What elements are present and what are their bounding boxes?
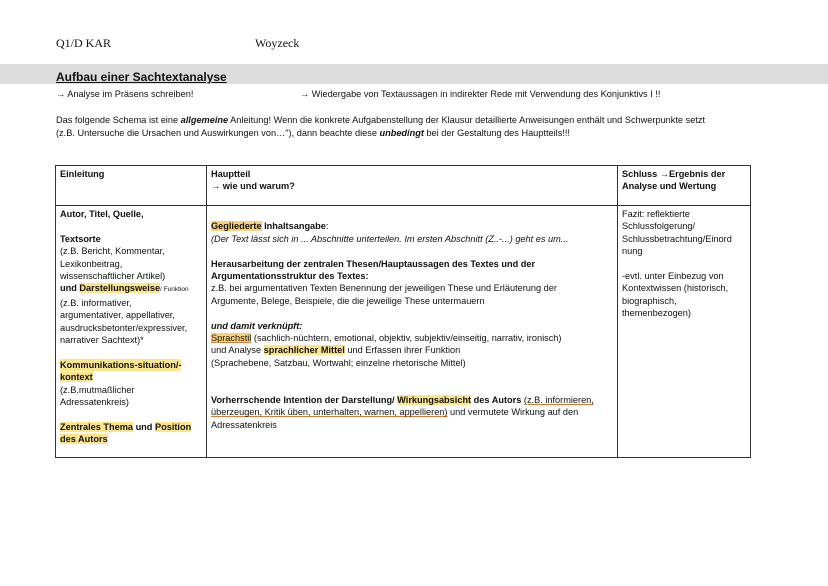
page-title: Aufbau einer Sachtextanalyse [56,70,227,84]
hint-indirect-speech: → Wiedergabe von Textaussagen in indirekter Rede mit Verwendung des Konjunktivs I !! [300,89,661,99]
arrow-icon: → [211,181,221,192]
schluss-cell: Fazit: reflektierte Schlussfolgerung/ Schlussbetrachtung/Einord nung -evtl. unter Einbezug von Kontextwissen (historisch, biographisch, themenbezogen) [618,206,751,458]
table-header-row [56,166,751,206]
arrow-icon: → [659,169,669,179]
hauptteil-cell: Gegliederte Inhaltsangabe: (Der Text lässt sich in ... Abschnitte unterteilen. Im ersten Abschnitt (Z..-...) geht es um... Herausarbeitung der zentralen Thesen/Hauptaussagen des Textes und der Argumentationsstruktur des Textes: z.B. bei argumentativen Texten Benennung der jeweiligen These und Erläuterung der Argumente, Belege, Beispiele, die die jeweilige These untermauern und damit verknüpft: Sprachstil (sachlich-nüchtern, emotional, objektiv, subjektiv/einseitig, narrativ, ironisch) und Analyse sprachlicher Mittel und Erfassen ihrer Funktion (Sprachebene, Satzbau, Wortwahl; einzelne rhetorische Mittel) Vorherrschende Intention der Darstellung/ Wirkungsabsicht des Autors (z.B. informieren, überzeugen, Kritik üben, unterhalten, warnen, appellieren) und vermutete Wirkung auf den Adressatenkreis [207,206,618,458]
header-hauptteil: Hauptteil → wie und warum? [207,166,618,206]
intro-line-2: (z.B. Untersuche die Ursachen und Auswirkungen von…"), dann beachte diese unbedingt bei der Gestaltung des Hauptteils!!! [56,128,570,138]
analysis-schema-table [55,165,751,458]
arrow-icon: → [56,89,66,99]
intro-line-1: Das folgende Schema ist eine allgemeine Anleitung! Wenn die konkrete Aufgabenstellung der Klausur detaillierte Anweisungen enthält und Schwerpunkte setzt [56,115,705,125]
course-code: Q1/D KAR [56,36,112,50]
table-content-row [56,206,751,458]
einleitung-cell: Autor, Titel, Quelle, Textsorte (z.B. Bericht, Kommentar, Lexikonbeitrag, wissenschaftlicher Artikel) und Darstellungsweise/ Funktion (z.B. informativer, argumentativer, appellativer, ausdrucksbetonter/expressiver, narrativer Sachtext)* Kommunikations-situation/- kontext (z.B.mutmaßlicher Adressatenkreis) Zentrales Thema und Position des Autors [56,206,207,458]
hint-present-tense: → Analyse im Präsens schreiben! [56,89,194,99]
topic-title: Woyzeck [255,36,300,50]
header-einleitung: Einleitung [56,166,207,206]
arrow-icon: → [300,89,310,99]
header-schluss: Schluss →Ergebnis der Analyse und Wertung [618,166,751,206]
